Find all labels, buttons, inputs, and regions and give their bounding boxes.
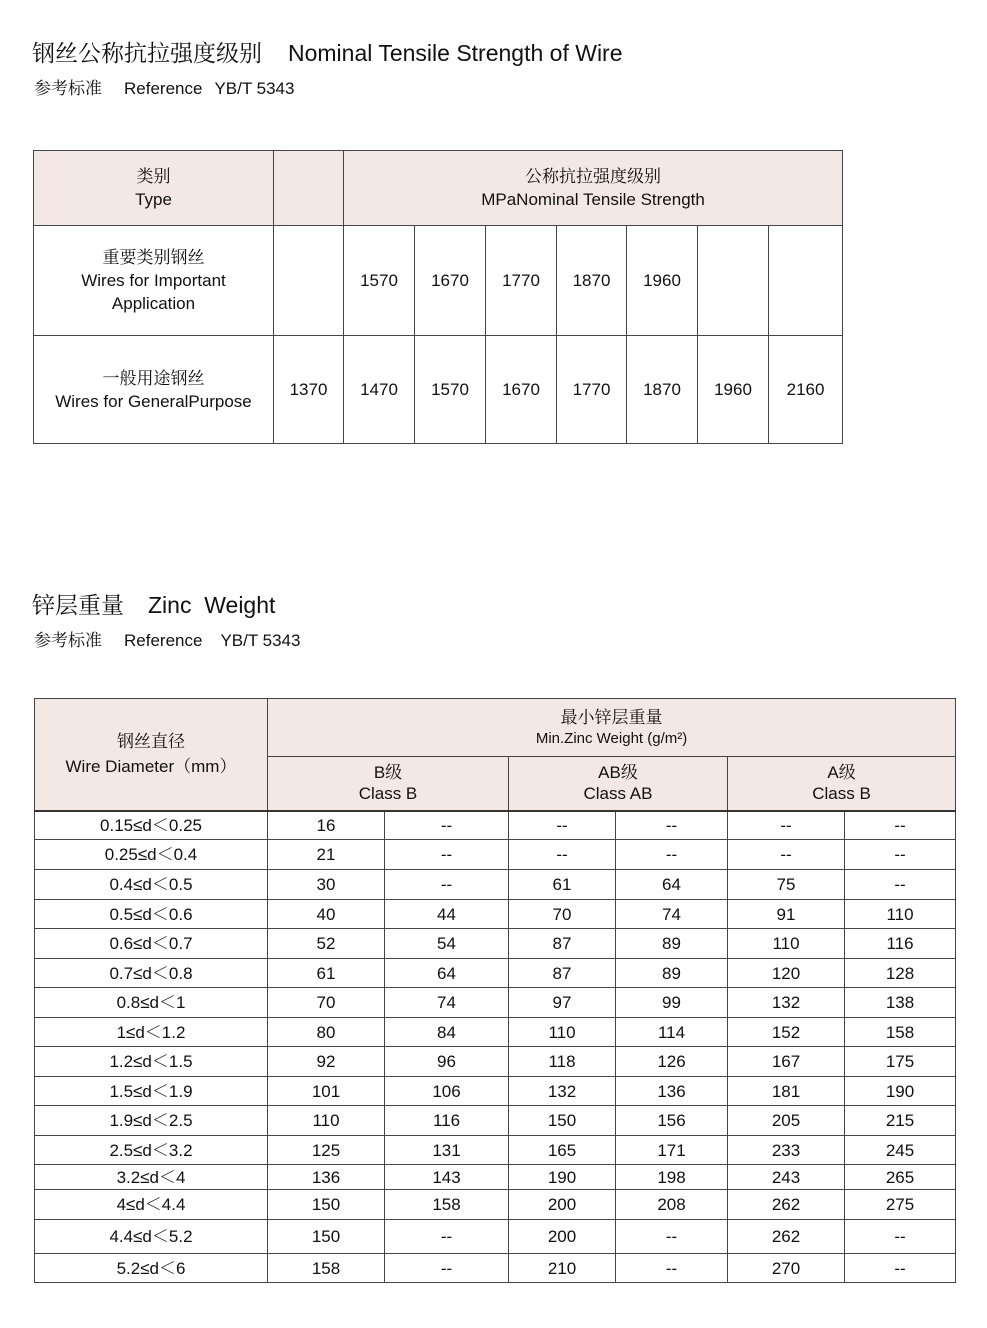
table-cell: 150 — [268, 1190, 385, 1220]
section1-title-en: Nominal Tensile Strength of Wire — [288, 40, 623, 66]
table-cell: 61 — [268, 959, 385, 988]
section2-title-en: Zinc Weight — [148, 592, 276, 618]
table-cell: -- — [845, 1220, 956, 1254]
table-cell: 87 — [509, 929, 616, 959]
table-cell: 64 — [385, 959, 509, 988]
diameter-cell: 2.5≤d＜3.2 — [35, 1136, 268, 1165]
table-cell: 167 — [728, 1047, 845, 1077]
zinc-weight-table — [34, 698, 956, 1283]
table-cell: 136 — [616, 1077, 728, 1106]
table-cell: 110 — [509, 1018, 616, 1047]
table-cell: 208 — [616, 1190, 728, 1220]
table-cell: 132 — [728, 988, 845, 1018]
min-zinc-header-cn: 最小锌层重量 — [560, 707, 663, 727]
section2-ref-std: YB/T 5343 — [220, 631, 301, 650]
table-cell — [698, 226, 769, 336]
table-cell: 89 — [616, 959, 728, 988]
diameter-cell: 0.7≤d＜0.8 — [35, 959, 268, 988]
table-cell: 190 — [509, 1165, 616, 1190]
diameter-cell: 3.2≤d＜4 — [35, 1165, 268, 1190]
table-cell: 1870 — [627, 336, 698, 444]
tensile-header-row — [34, 151, 843, 226]
table-cell: 200 — [509, 1220, 616, 1254]
diameter-cell: 0.4≤d＜0.5 — [35, 870, 268, 900]
diameter-cell: 0.6≤d＜0.7 — [35, 929, 268, 959]
table-cell: 275 — [845, 1190, 956, 1220]
table-cell: 132 — [509, 1077, 616, 1106]
table-cell: 265 — [845, 1165, 956, 1190]
section2-ref-cn: 参考标准 — [34, 631, 102, 650]
diameter-cell: 1.2≤d＜1.5 — [35, 1047, 268, 1077]
table-cell: 233 — [728, 1136, 845, 1165]
table-cell: 70 — [268, 988, 385, 1018]
table-row — [35, 1190, 956, 1220]
table-cell: 165 — [509, 1136, 616, 1165]
table-cell: -- — [845, 870, 956, 900]
table-cell: 116 — [845, 929, 956, 959]
table-row — [34, 226, 843, 336]
table-cell: 101 — [268, 1077, 385, 1106]
table-cell: 262 — [728, 1190, 845, 1220]
table-cell: 74 — [385, 988, 509, 1018]
table-cell: -- — [728, 811, 845, 840]
table-cell: -- — [385, 811, 509, 840]
table-cell: 1770 — [486, 226, 557, 336]
table-cell: 126 — [616, 1047, 728, 1077]
table-cell: 114 — [616, 1018, 728, 1047]
section1-ref-std: YB/T 5343 — [214, 79, 295, 98]
min-zinc-header — [268, 699, 956, 757]
section1-title — [32, 35, 623, 68]
table-cell: -- — [616, 1254, 728, 1283]
table-row — [35, 811, 956, 840]
table-cell: 138 — [845, 988, 956, 1018]
class-header-cn: A级 — [827, 763, 856, 783]
row-label — [34, 226, 274, 336]
table-cell: 116 — [385, 1106, 509, 1136]
table-cell: -- — [385, 1220, 509, 1254]
table-cell: -- — [616, 1220, 728, 1254]
table-row — [35, 840, 956, 870]
row-label-cn: 重要类别钢丝 — [102, 248, 205, 267]
diameter-header-cn: 钢丝直径 — [117, 732, 185, 752]
table-cell: 54 — [385, 929, 509, 959]
table-row — [35, 1136, 956, 1165]
zinc-header-row — [35, 699, 956, 757]
diameter-cell: 0.5≤d＜0.6 — [35, 900, 268, 929]
class-header-en: Class B — [358, 784, 418, 804]
class-ab-header — [509, 757, 728, 811]
section1-reference — [34, 74, 294, 99]
table-cell: 52 — [268, 929, 385, 959]
section1-ref-label: Reference — [124, 79, 203, 98]
table-cell: 1670 — [486, 336, 557, 444]
class-b-header — [268, 757, 509, 811]
table-cell: 125 — [268, 1136, 385, 1165]
diameter-cell: 0.8≤d＜1 — [35, 988, 268, 1018]
row-label-en: Wires for GeneralPurpose — [55, 391, 252, 411]
table-cell: 245 — [845, 1136, 956, 1165]
table-cell: -- — [616, 811, 728, 840]
section2-ref-label: Reference — [124, 631, 203, 650]
table-cell: 120 — [728, 959, 845, 988]
table-cell: 171 — [616, 1136, 728, 1165]
class-header-en: Class B — [812, 784, 871, 804]
section2-reference — [34, 626, 300, 651]
strength-header-en: MPaNominal Tensile Strength — [481, 190, 705, 209]
table-row — [35, 929, 956, 959]
table-cell: 99 — [616, 988, 728, 1018]
section1-ref-cn: 参考标准 — [34, 79, 102, 98]
table-cell: 89 — [616, 929, 728, 959]
table-cell: 91 — [728, 900, 845, 929]
min-zinc-header-en: Min.Zinc Weight (g/m²) — [535, 729, 688, 747]
class-header-cn: B级 — [373, 763, 403, 783]
row-label-en2: Application — [111, 294, 196, 313]
section2-title-cn: 锌层重量 — [32, 592, 124, 618]
table-cell: -- — [845, 811, 956, 840]
table-cell: 205 — [728, 1106, 845, 1136]
table-row — [35, 988, 956, 1018]
table-cell: 16 — [268, 811, 385, 840]
table-cell: 1960 — [627, 226, 698, 336]
table-cell: -- — [385, 1254, 509, 1283]
row-label-en: Wires for Important — [81, 271, 226, 290]
table-cell: 158 — [268, 1254, 385, 1283]
table-cell: 131 — [385, 1136, 509, 1165]
diameter-cell: 4.4≤d＜5.2 — [35, 1220, 268, 1254]
table-cell: 243 — [728, 1165, 845, 1190]
section2-title — [32, 587, 275, 620]
table-cell: 1470 — [344, 336, 415, 444]
table-cell: 106 — [385, 1077, 509, 1106]
table-cell: 1670 — [415, 226, 486, 336]
table-cell: 44 — [385, 900, 509, 929]
type-header-cn: 类别 — [136, 167, 171, 186]
table-row — [35, 1220, 956, 1254]
table-cell: 80 — [268, 1018, 385, 1047]
table-cell: 190 — [845, 1077, 956, 1106]
table-cell: 215 — [845, 1106, 956, 1136]
table-cell: 1570 — [344, 226, 415, 336]
type-header — [34, 151, 274, 226]
table-cell: -- — [385, 840, 509, 870]
table-cell: 158 — [845, 1018, 956, 1047]
diameter-cell: 1.9≤d＜2.5 — [35, 1106, 268, 1136]
table-cell: 84 — [385, 1018, 509, 1047]
table-cell: 150 — [509, 1106, 616, 1136]
diameter-cell: 0.15≤d＜0.25 — [35, 811, 268, 840]
table-row — [35, 1077, 956, 1106]
diameter-header — [35, 699, 268, 811]
table-cell: 270 — [728, 1254, 845, 1283]
table-cell: 75 — [728, 870, 845, 900]
table-cell: 87 — [509, 959, 616, 988]
table-cell: 262 — [728, 1220, 845, 1254]
table-cell: -- — [509, 840, 616, 870]
section1-title-cn: 钢丝公称抗拉强度级别 — [32, 40, 262, 66]
table-cell: 128 — [845, 959, 956, 988]
table-cell: -- — [728, 840, 845, 870]
table-cell: 1370 — [274, 336, 344, 444]
class-a-header — [728, 757, 956, 811]
strength-header-cn: 公称抗拉强度级别 — [525, 167, 662, 186]
blank-header — [274, 151, 344, 226]
table-cell: 181 — [728, 1077, 845, 1106]
table-cell: 64 — [616, 870, 728, 900]
row-label-cn: 一般用途钢丝 — [102, 368, 205, 388]
table-cell: 30 — [268, 870, 385, 900]
table-cell: 21 — [268, 840, 385, 870]
table-cell: -- — [385, 870, 509, 900]
table-cell: 40 — [268, 900, 385, 929]
table-cell: 92 — [268, 1047, 385, 1077]
diameter-cell: 1.5≤d＜1.9 — [35, 1077, 268, 1106]
class-header-en: Class AB — [583, 784, 653, 804]
table-row — [35, 1018, 956, 1047]
table-cell: 1570 — [415, 336, 486, 444]
table-cell: 118 — [509, 1047, 616, 1077]
zinc-table-body — [35, 811, 956, 1283]
table-cell: 198 — [616, 1165, 728, 1190]
table-cell — [769, 226, 843, 336]
diameter-cell: 0.25≤d＜0.4 — [35, 840, 268, 870]
table-cell: 74 — [616, 900, 728, 929]
table-cell: 150 — [268, 1220, 385, 1254]
table-cell: 110 — [728, 929, 845, 959]
row-label — [34, 336, 274, 444]
table-cell: 200 — [509, 1190, 616, 1220]
type-header-en: Type — [135, 190, 172, 209]
diameter-header-en: Wire Diameter（mm） — [65, 757, 237, 777]
table-cell: -- — [509, 811, 616, 840]
diameter-cell: 4≤d＜4.4 — [35, 1190, 268, 1220]
tensile-strength-table — [33, 150, 843, 444]
strength-header — [344, 151, 843, 226]
table-cell: -- — [845, 1254, 956, 1283]
table-cell: 2160 — [769, 336, 843, 444]
table-row — [34, 336, 843, 444]
table-row — [35, 900, 956, 929]
table-cell: -- — [845, 840, 956, 870]
table-cell: 158 — [385, 1190, 509, 1220]
class-header-cn: AB级 — [598, 763, 638, 783]
diameter-cell: 5.2≤d＜6 — [35, 1254, 268, 1283]
table-cell: 1770 — [557, 336, 627, 444]
table-cell: 175 — [845, 1047, 956, 1077]
table-row — [35, 959, 956, 988]
table-cell: 143 — [385, 1165, 509, 1190]
table-row — [35, 1254, 956, 1283]
table-row — [35, 1165, 956, 1190]
table-cell: 152 — [728, 1018, 845, 1047]
table-cell: 61 — [509, 870, 616, 900]
table-cell: 110 — [268, 1106, 385, 1136]
table-row — [35, 870, 956, 900]
table-cell: 1960 — [698, 336, 769, 444]
table-row — [35, 1106, 956, 1136]
table-cell: -- — [616, 840, 728, 870]
table-cell: 1870 — [557, 226, 627, 336]
diameter-cell: 1≤d＜1.2 — [35, 1018, 268, 1047]
table-cell: 156 — [616, 1106, 728, 1136]
table-cell: 97 — [509, 988, 616, 1018]
table-cell: 110 — [845, 900, 956, 929]
table-cell: 70 — [509, 900, 616, 929]
table-cell — [274, 226, 344, 336]
table-row — [35, 1047, 956, 1077]
table-cell: 136 — [268, 1165, 385, 1190]
table-cell: 210 — [509, 1254, 616, 1283]
table-cell: 96 — [385, 1047, 509, 1077]
